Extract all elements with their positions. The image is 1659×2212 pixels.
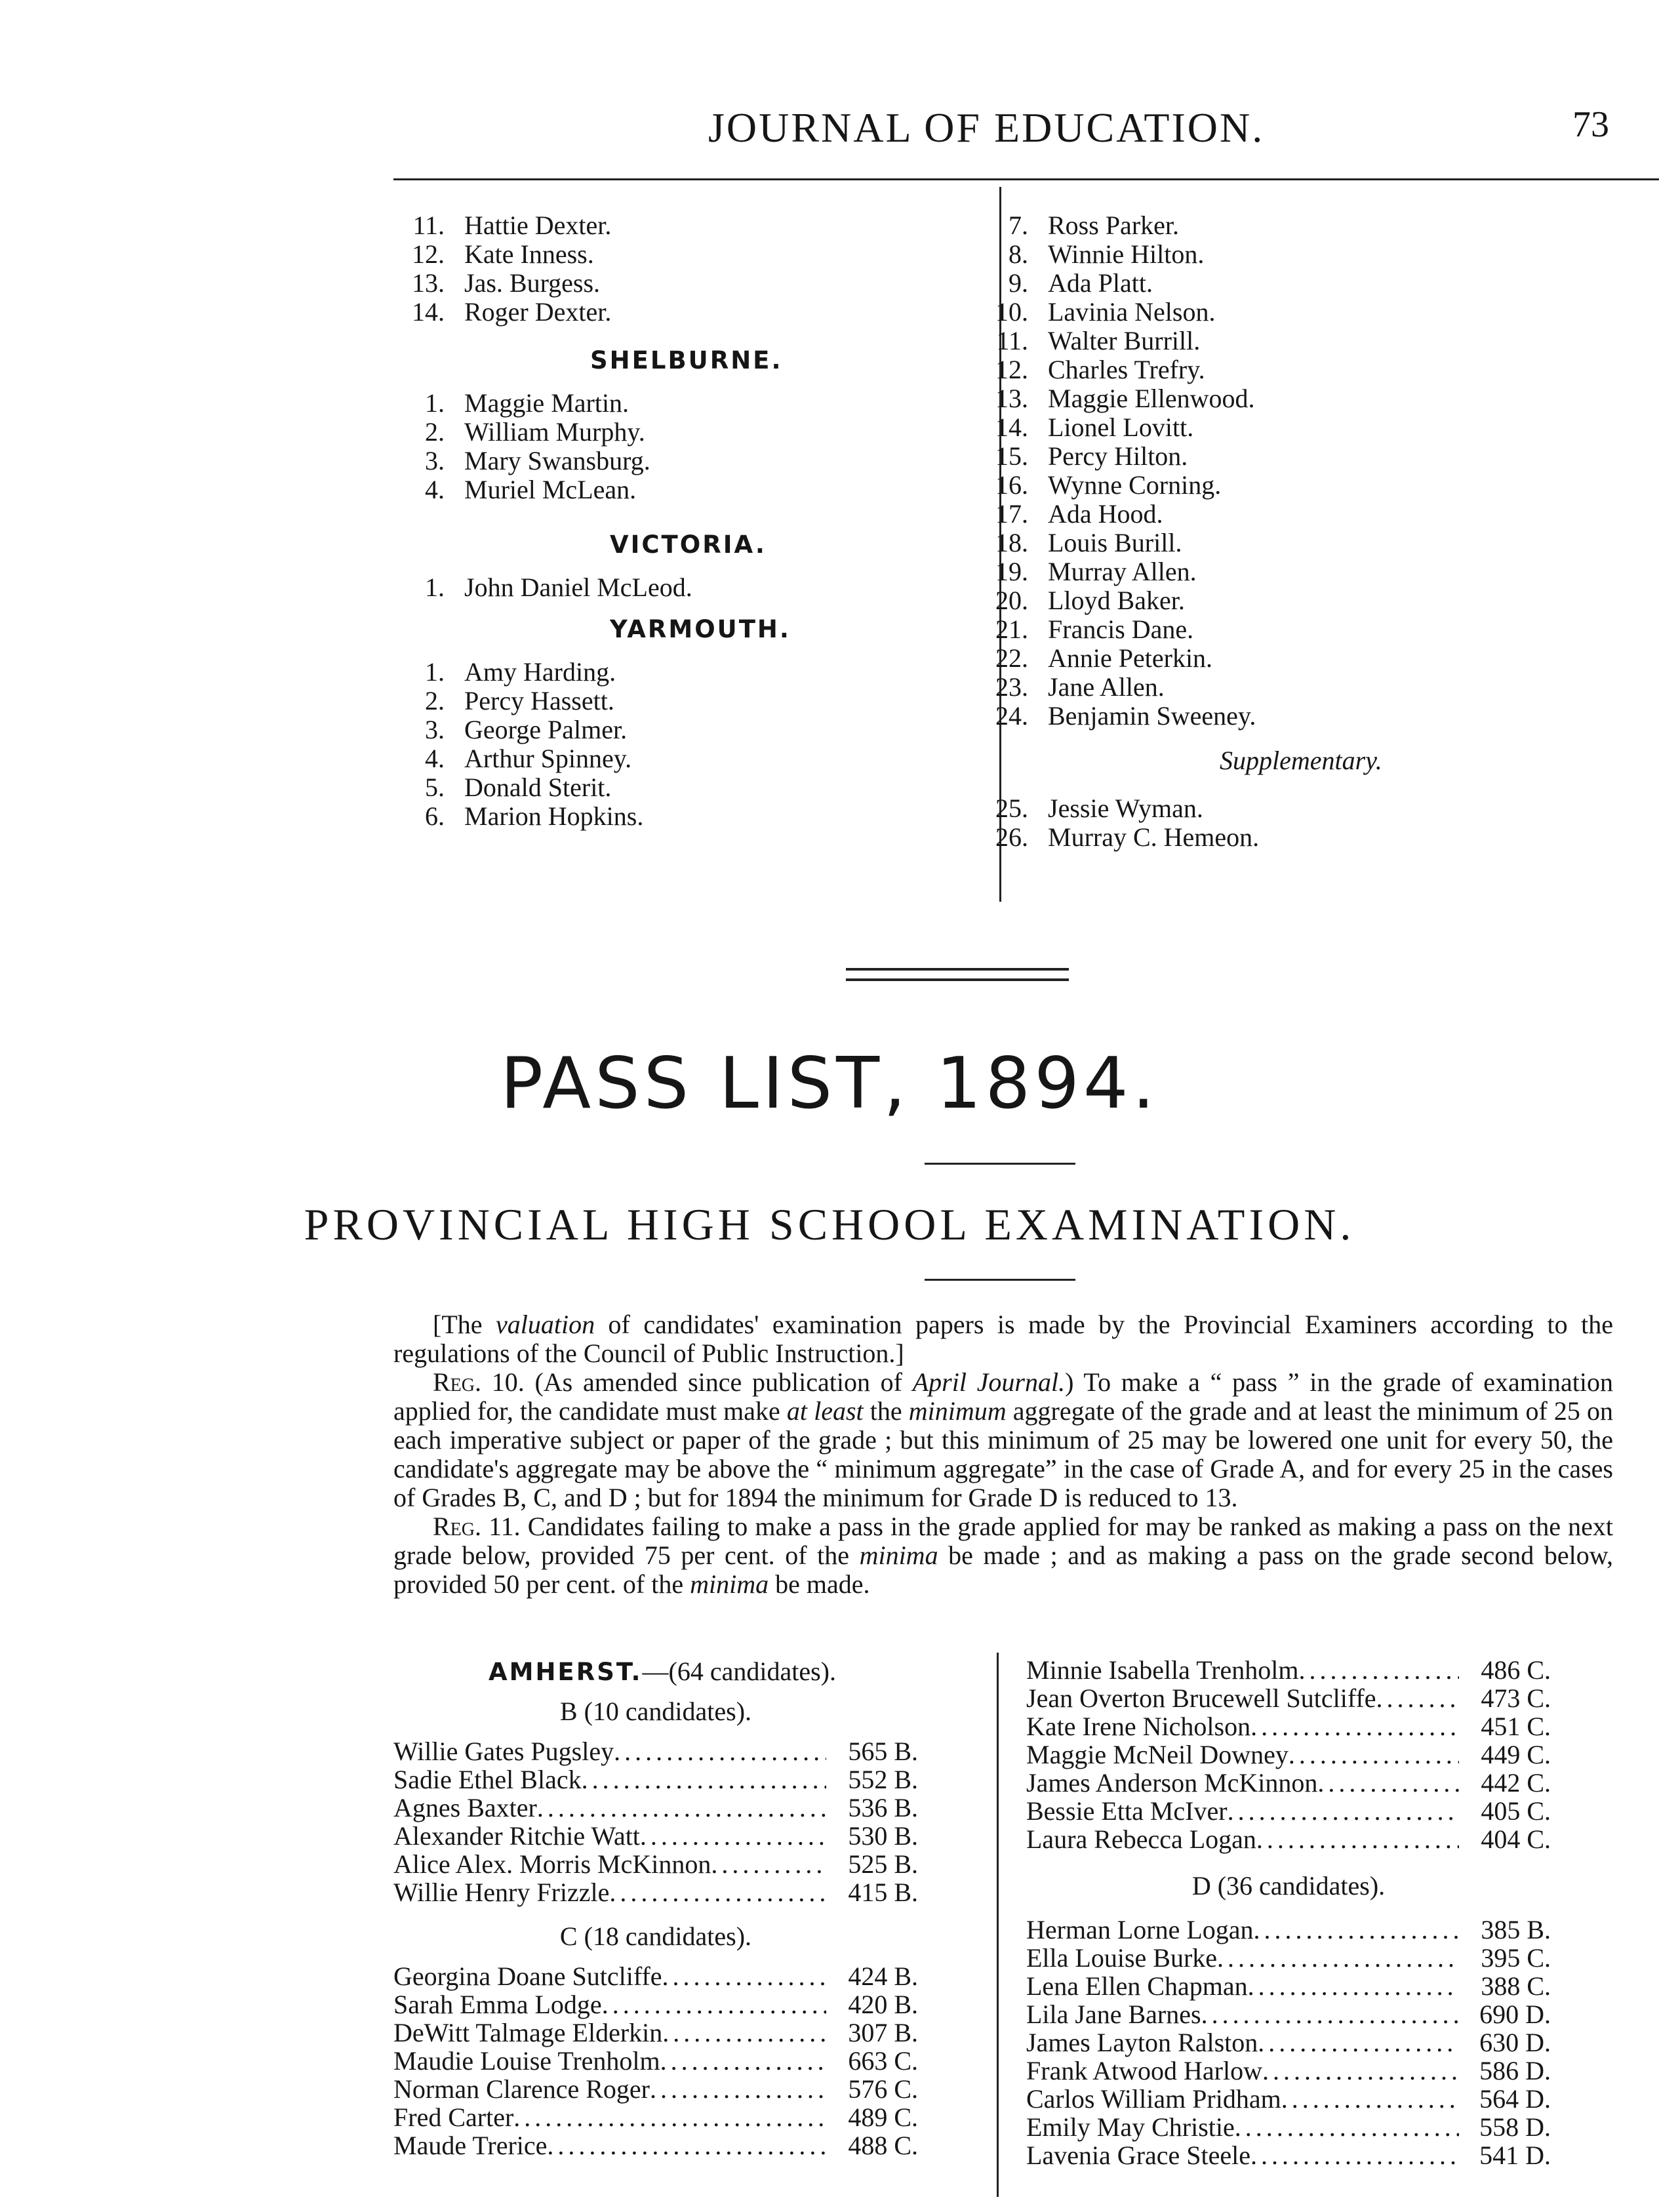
list-item: 12. Charles Trefry. bbox=[995, 355, 1205, 384]
regulations-text bbox=[393, 1310, 1613, 1599]
list-item: 20. Lloyd Baker. bbox=[995, 586, 1185, 615]
table-row: Jean Overton Brucewell Sutcliffe . . . 473 C. bbox=[1026, 1684, 1551, 1712]
list-item: 17. Ada Hood. bbox=[995, 499, 1163, 529]
victoria-list bbox=[393, 573, 984, 602]
shelburne-list bbox=[393, 389, 984, 504]
grade-b-heading: B (10 candidates). bbox=[559, 1697, 752, 1726]
subtitle-rule bbox=[925, 1279, 1075, 1281]
list-item: 5. Donald Sterit. bbox=[425, 773, 612, 802]
regulation-11: Reg. 11. Candidates failing to make a pass in the grade applied for may be ranked as making a pass on the next grade below, provided 75 per cent. of the minima be made ; and as making a pass on the grade second below, provided 50 per cent. of the minima be made. bbox=[393, 1512, 1613, 1599]
list-item: 24. Benjamin Sweeney. bbox=[995, 701, 1256, 731]
table-row: Agnes Baxter . . . 536 B. bbox=[393, 1794, 918, 1822]
table-row: Laura Rebecca Logan . . . 404 C. bbox=[1026, 1825, 1551, 1853]
table-row: Herman Lorne Logan . . . 385 B. bbox=[1026, 1916, 1551, 1944]
table-row: Sarah Emma Lodge . . . 420 B. bbox=[393, 1990, 918, 2019]
list-item: 7. Ross Parker. bbox=[1009, 211, 1179, 240]
list-item: 13. Maggie Ellenwood. bbox=[995, 384, 1255, 413]
list-item: 4. Arthur Spinney. bbox=[425, 744, 632, 773]
list-item: 8. Winnie Hilton. bbox=[1009, 239, 1205, 269]
table-row: Georgina Doane Sutcliffe . . . 424 B. bbox=[393, 1962, 918, 1990]
top-right-column bbox=[977, 211, 1567, 852]
list-item: 14. Roger Dexter. bbox=[412, 297, 612, 327]
list-item: 6. Marion Hopkins. bbox=[425, 801, 644, 831]
list-item: 9. Ada Platt. bbox=[1009, 268, 1153, 298]
table-row: DeWitt Talmage Elderkin . . . 307 B. bbox=[393, 2019, 918, 2047]
continued-list-right bbox=[977, 211, 1567, 731]
list-item: 3. Mary Swansburg. bbox=[425, 446, 650, 475]
yarmouth-list bbox=[393, 658, 984, 831]
intro-paragraph: [The valuation of candidates' examination papers is made by the Provincial Examiners according to the regulations of the Council of Public Instruction.] bbox=[393, 1310, 1613, 1368]
table-row: Lavenia Grace Steele . . . 541 D. bbox=[1026, 2141, 1551, 2169]
list-item: 13. Jas. Burgess. bbox=[412, 268, 601, 298]
amherst-heading: AMHERST.—(64 candidates). bbox=[489, 1657, 836, 1686]
section-double-rule-bottom bbox=[846, 978, 1069, 981]
table-row: Lila Jane Barnes . . . 690 D. bbox=[1026, 2000, 1551, 2028]
list-item: 1. Maggie Martin. bbox=[425, 388, 630, 418]
table-row: James Anderson McKinnon . . . 442 C. bbox=[1026, 1769, 1551, 1797]
grade-b-list bbox=[393, 1737, 918, 1906]
grade-d-list bbox=[1026, 1916, 1551, 2169]
grade-c-list bbox=[393, 1962, 918, 2160]
header-rule bbox=[393, 178, 1659, 180]
grade-c-heading: C (18 candidates). bbox=[559, 1921, 752, 1951]
table-row: Bessie Etta McIver . . . 405 C. bbox=[1026, 1797, 1551, 1825]
bottom-right-column bbox=[1026, 1656, 1551, 2169]
supplementary-list bbox=[977, 794, 1567, 852]
section-double-rule-top bbox=[846, 968, 1069, 971]
list-item: 19. Murray Allen. bbox=[995, 557, 1197, 586]
table-row: Willie Henry Frizzle . . . 415 B. bbox=[393, 1878, 918, 1906]
list-item: 4. Muriel McLean. bbox=[425, 475, 637, 504]
continued-list bbox=[393, 211, 984, 327]
table-row: Maggie McNeil Downey . . . 449 C. bbox=[1026, 1740, 1551, 1769]
title-rule bbox=[925, 1163, 1075, 1165]
list-item: 21. Francis Dane. bbox=[995, 614, 1194, 644]
list-item: 16. Wynne Corning. bbox=[995, 470, 1222, 500]
table-row: Norman Clarence Roger . . . 576 C. bbox=[393, 2075, 918, 2103]
regulation-10: Reg. 10. (As amended since publication of April Journal.) To make a “ pass ” in the grade of examination applied for, the candidate must make at least the minimum aggregate of the grade and at least the minimum of 25 on each imperative subject or paper of the grade ; but this minimum of 25 may be lowered one unit for every 50, the candidate's aggregate may be above the “ minimum aggregate” in the case of Grade A, and for every 25 in the cases of Grades B, C, and D ; but for 1894 the minimum for Grade D is reduced to 13. bbox=[393, 1367, 1613, 1512]
exam-subtitle: PROVINCIAL HIGH SCHOOL EXAMINATION. bbox=[304, 1199, 1355, 1249]
grade-d-heading: D (36 candidates). bbox=[1191, 1871, 1386, 1900]
table-row: James Layton Ralston . . . 630 D. bbox=[1026, 2028, 1551, 2057]
list-item: 18. Louis Burill. bbox=[995, 528, 1182, 557]
bottom-left-column bbox=[393, 1656, 918, 2160]
table-row: Sadie Ethel Black . . . 552 B. bbox=[393, 1765, 918, 1794]
table-row: Willie Gates Pugsley . . . 565 B. bbox=[393, 1737, 918, 1765]
list-item: 11. Hattie Dexter. bbox=[412, 211, 612, 240]
list-item: 15. Percy Hilton. bbox=[995, 441, 1188, 471]
table-row: Emily May Christie . . . 558 D. bbox=[1026, 2113, 1551, 2141]
table-row: Maudie Louise Trenholm . . . 663 C. bbox=[393, 2047, 918, 2075]
table-row: Minnie Isabella Trenholm . . . 486 C. bbox=[1026, 1656, 1551, 1684]
list-item: 1. Amy Harding. bbox=[425, 657, 616, 687]
list-item: 10. Lavinia Nelson. bbox=[995, 297, 1216, 327]
top-left-column bbox=[393, 211, 984, 831]
page-number: 73 bbox=[1572, 104, 1609, 145]
list-item: 12. Kate Inness. bbox=[412, 239, 594, 269]
victoria-heading: VICTORIA. bbox=[610, 531, 767, 559]
column-divider-bottom bbox=[997, 1653, 999, 2197]
list-item: 23. Jane Allen. bbox=[995, 672, 1165, 702]
pass-list-title: PASS LIST, 1894. bbox=[500, 1043, 1159, 1125]
table-row: Alexander Ritchie Watt . . . 530 B. bbox=[393, 1822, 918, 1850]
table-row: Alice Alex. Morris McKinnon . . . 525 B. bbox=[393, 1850, 918, 1878]
shelburne-heading: SHELBURNE. bbox=[590, 346, 783, 374]
journal-title: JOURNAL OF EDUCATION. bbox=[708, 104, 1265, 151]
list-item: 11. Walter Burrill. bbox=[996, 326, 1201, 355]
list-item: 25. Jessie Wyman. bbox=[995, 794, 1203, 823]
grade-c-list-continued bbox=[1026, 1656, 1551, 1853]
table-row: Carlos William Pridham . . . 564 D. bbox=[1026, 2085, 1551, 2113]
list-item: 2. William Murphy. bbox=[425, 417, 645, 447]
list-item: 1. John Daniel McLeod. bbox=[425, 573, 692, 602]
list-item: 26. Murray C. Hemeon. bbox=[995, 822, 1260, 852]
list-item: 3. George Palmer. bbox=[425, 715, 628, 744]
list-item: 22. Annie Peterkin. bbox=[995, 643, 1213, 673]
list-item: 14. Lionel Lovitt. bbox=[995, 412, 1194, 442]
table-row: Lena Ellen Chapman . . . 388 C. bbox=[1026, 1972, 1551, 2000]
supplementary-heading: Supplementary. bbox=[1220, 746, 1382, 775]
table-row: Kate Irene Nicholson . . . 451 C. bbox=[1026, 1712, 1551, 1740]
table-row: Maude Trerice . . . 488 C. bbox=[393, 2131, 918, 2160]
table-row: Ella Louise Burke . . . 395 C. bbox=[1026, 1944, 1551, 1972]
yarmouth-heading: YARMOUTH. bbox=[610, 615, 791, 643]
table-row: Frank Atwood Harlow . . . 586 D. bbox=[1026, 2057, 1551, 2085]
list-item: 2. Percy Hassett. bbox=[425, 686, 614, 715]
table-row: Fred Carter . . . 489 C. bbox=[393, 2103, 918, 2131]
